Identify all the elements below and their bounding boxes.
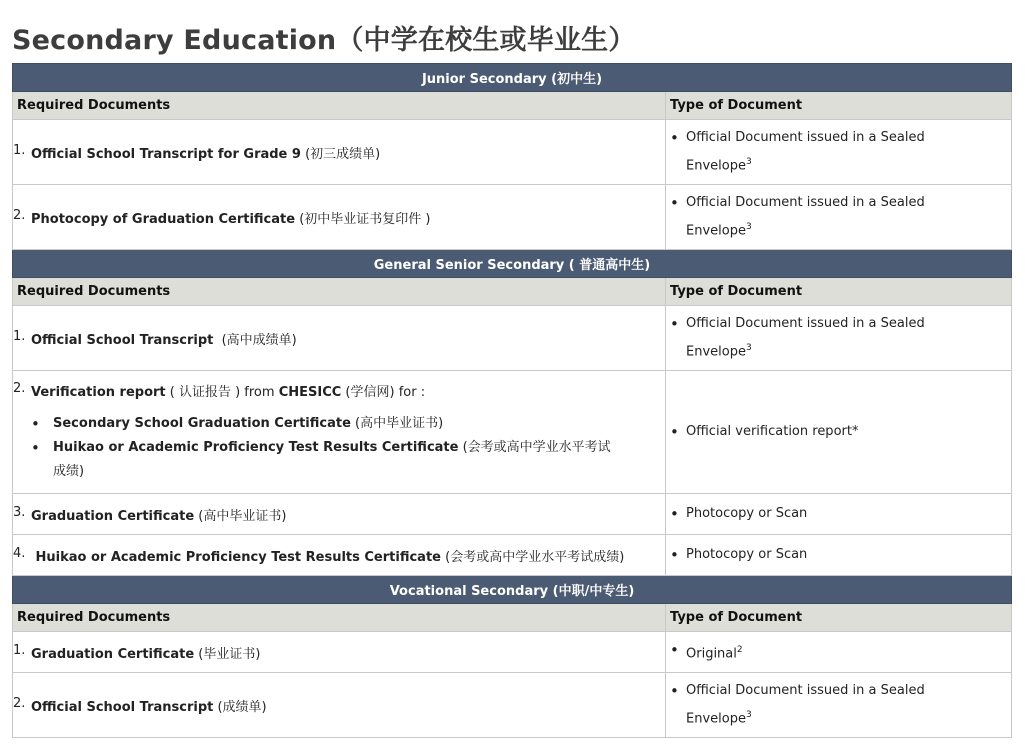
document-name: Official School Transcript [31, 332, 214, 348]
list-item [13, 208, 665, 227]
bullet-icon: • [31, 414, 40, 433]
document-name: Photocopy of Graduation Certificate [31, 211, 296, 227]
bullet-icon: • [670, 128, 679, 147]
section-title: Junior Secondary (初中生) [13, 64, 1012, 92]
col-type-of-document: Type of Document [666, 92, 1012, 120]
list-item [13, 643, 665, 662]
document-type: Official Document issued in a Sealed Envelope [686, 682, 925, 727]
document-name-chinese: (高中成绩单) [213, 332, 297, 348]
section-title: General Senior Secondary ( 普通高中生) [13, 250, 1012, 278]
document-name: Secondary School Graduation Certificate [53, 415, 351, 431]
footnote-ref: 3 [745, 221, 752, 232]
document-type: Official verification report* [686, 424, 859, 439]
documents-table [12, 63, 1012, 738]
col-type-of-document: Type of Document [666, 604, 1012, 632]
document-name: Graduation Certificate [31, 646, 195, 662]
required-document-cell [13, 535, 666, 576]
bullet-icon: • [670, 193, 679, 212]
document-name-chinese: (初中毕业证书复印件 ) [295, 211, 431, 227]
table-row [13, 120, 1012, 185]
document-type: Photocopy or Scan [686, 547, 808, 562]
document-type: Official Document issued in a Sealed Envelope [686, 194, 925, 239]
issuer-name: CHESICC [278, 384, 342, 400]
bullet-icon: • [670, 681, 679, 700]
document-name-chinese: (高中毕业证书) [194, 508, 287, 524]
bullet-icon: • [670, 546, 679, 564]
document-name-chinese: (会考或高中学业水平考试成绩) [53, 439, 611, 479]
document-type: Official Document issued in a Sealed Envelope [686, 129, 925, 174]
column-header-row [13, 278, 1012, 306]
bullet-icon: • [670, 423, 679, 441]
section-header [13, 250, 1012, 278]
document-name-chinese: (会考或高中学业水平考试成绩) [440, 549, 625, 565]
table-row [13, 673, 1012, 738]
item-number: 1. [13, 142, 26, 158]
sub-list-item [31, 412, 665, 436]
col-required-documents: Required Documents [13, 92, 666, 120]
document-name-chinese: (成绩单) [213, 699, 267, 715]
list-item [13, 505, 665, 524]
section-header [13, 576, 1012, 604]
item-number: 2. [13, 207, 26, 223]
document-name: Huikao or Academic Proficiency Test Results Certificate [53, 439, 459, 455]
table-row [13, 535, 1012, 576]
item-number: 1. [13, 642, 26, 658]
bullet-icon: • [31, 438, 40, 457]
col-required-documents: Required Documents [13, 278, 666, 306]
document-type-cell [666, 673, 1012, 738]
item-number: 2. [13, 380, 26, 396]
sub-list-item [31, 436, 665, 484]
bullet-icon: • [670, 314, 679, 333]
required-document-cell [13, 371, 666, 494]
document-name: Huikao or Academic Proficiency Test Results Certificate [31, 549, 441, 565]
document-name: Verification report [31, 384, 166, 400]
table-row [13, 306, 1012, 371]
table-row [13, 494, 1012, 535]
bullet-icon: • [670, 505, 679, 523]
table-row [13, 371, 1012, 494]
footnote-ref: 2 [736, 644, 743, 655]
item-number: 3. [13, 504, 26, 520]
document-type-cell [666, 371, 1012, 494]
list-item [13, 381, 665, 400]
footnote-ref: 3 [745, 342, 752, 353]
sub-list [31, 412, 665, 484]
document-name: Graduation Certificate [31, 508, 195, 524]
item-number: 2. [13, 695, 26, 711]
list-item [13, 143, 665, 162]
required-document-cell [13, 120, 666, 185]
document-name-chinese: ( 认证报告 ) from [165, 384, 279, 400]
bullet-icon: • [670, 640, 679, 659]
section-title: Vocational Secondary (中职/中专生) [13, 576, 1012, 604]
required-document-cell [13, 306, 666, 371]
footnote-ref: 3 [745, 709, 752, 720]
document-type-cell [666, 632, 1012, 673]
document-type-cell [666, 535, 1012, 576]
table-row [13, 185, 1012, 250]
list-item [13, 546, 665, 565]
column-header-row [13, 92, 1012, 120]
document-name: Official School Transcript for Grade 9 [31, 146, 301, 162]
document-type-cell [666, 120, 1012, 185]
document-type: Photocopy or Scan [686, 506, 808, 521]
footnote-ref: 3 [745, 156, 752, 167]
document-type-cell [666, 185, 1012, 250]
document-type: Official Document issued in a Sealed Envelope [686, 315, 925, 360]
section-header [13, 64, 1012, 92]
required-document-cell [13, 185, 666, 250]
document-type-cell [666, 306, 1012, 371]
page-title: Secondary Education（中学在校生或毕业生） [12, 25, 636, 56]
document-type-cell [666, 494, 1012, 535]
required-document-cell [13, 494, 666, 535]
column-header-row [13, 604, 1012, 632]
document-name-chinese: (初三成绩单) [300, 146, 381, 162]
document-name: Official School Transcript [31, 699, 214, 715]
item-number: 1. [13, 328, 26, 344]
table-row [13, 632, 1012, 673]
list-item [13, 696, 665, 715]
issuer-name-chinese: (学信网) for : [341, 384, 426, 400]
document-name-chinese: (毕业证书) [194, 646, 261, 662]
document-name-chinese: (高中毕业证书) [350, 415, 444, 431]
item-number: 4. [13, 545, 26, 561]
col-required-documents: Required Documents [13, 604, 666, 632]
required-document-cell [13, 673, 666, 738]
required-document-cell [13, 632, 666, 673]
col-type-of-document: Type of Document [666, 278, 1012, 306]
document-type: Original [686, 646, 737, 662]
list-item [13, 329, 665, 348]
